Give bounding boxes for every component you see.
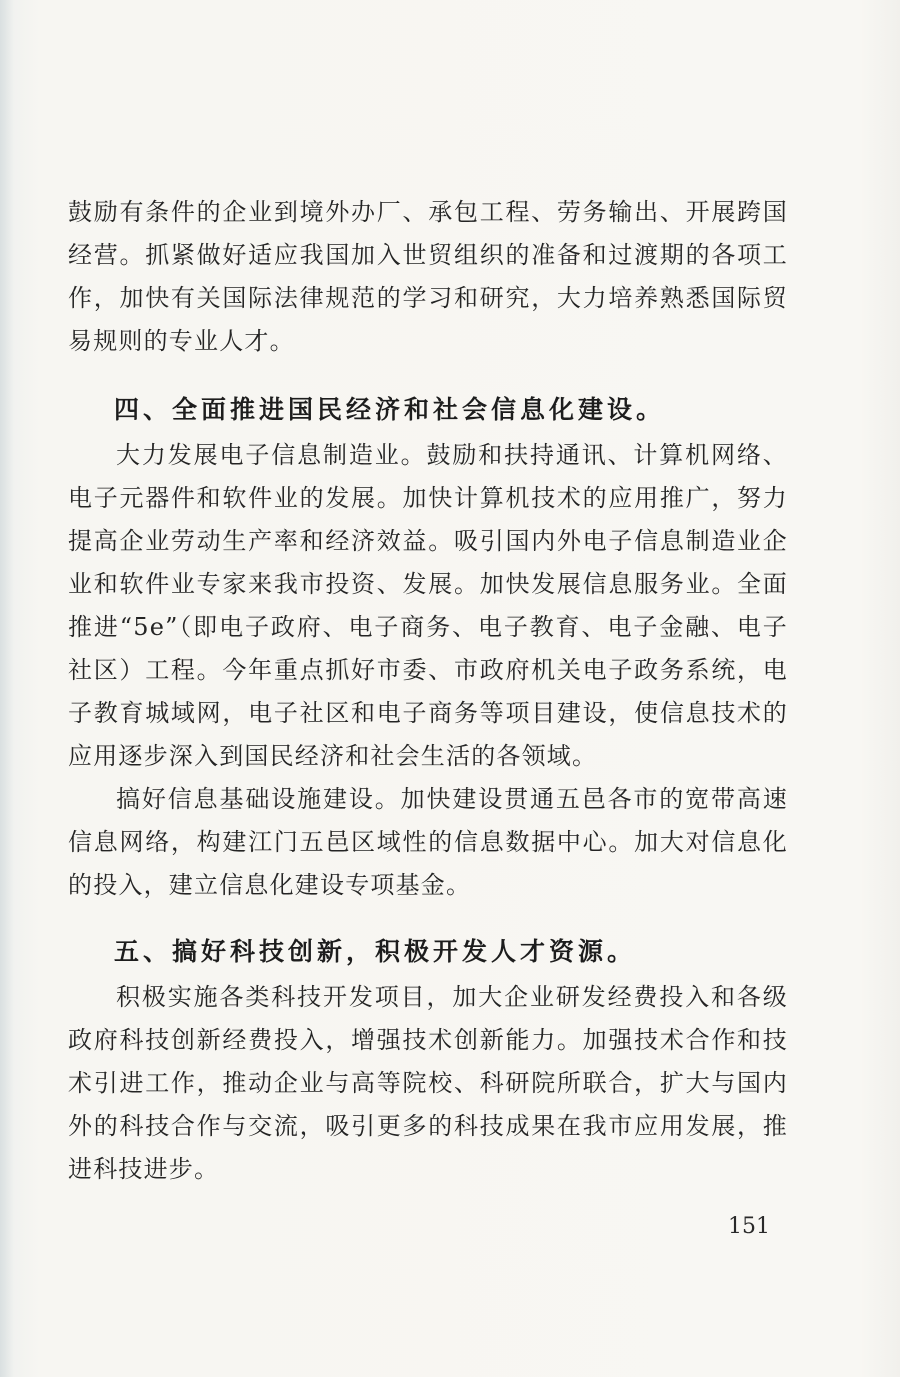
section-heading-5: 五、搞好科技创新，积极开发人才资源。 xyxy=(114,937,637,966)
page-number: 151 xyxy=(728,1214,770,1239)
section-4-paragraph-2: 搞好信息基础设施建设。加快建设贯通五邑各市的宽带高速信息网络，构建江门五邑区域性的信息数据中心。加大对信息化的投入，建立信息化建设专项基金。 xyxy=(68,785,788,899)
page-edge-shadow xyxy=(0,0,14,1377)
section-heading-4: 四、全面推进国民经济和社会信息化建设。 xyxy=(114,395,666,424)
continued-paragraph-block xyxy=(68,191,788,363)
section-5-paragraph-1: 积极实施各类科技开发项目，加大企业研发经费投入和各级政府科技创新经费投入，增强技术创新能力。加强技术合作和技术引进工作，推动企业与高等院校、科研院所联合，扩大与国内外的科技合作与交流，吸引更多的科技成果在我市应用发展，推进科技进步。 xyxy=(68,983,788,1183)
section-5-body xyxy=(68,976,788,1191)
section-4-body xyxy=(68,434,788,907)
paragraph-continued: 鼓励有条件的企业到境外办厂、承包工程、劳务输出、开展跨国经营。抓紧做好适应我国加入世贸组织的准备和过渡期的各项工作，加快有关国际法律规范的学习和研究，大力培养熟悉国际贸易规则的专业人才。 xyxy=(68,198,788,355)
section-4-paragraph-1: 大力发展电子信息制造业。鼓励和扶持通讯、计算机网络、电子元器件和软件业的发展。加快计算机技术的应用推广，努力提高企业劳动生产率和经济效益。吸引国内外电子信息制造业企业和软件业专家来我市投资、发展。加快发展信息服务业。全面推进“5e”（即电子政府、电子商务、电子教育、电子金融、电子社区）工程。今年重点抓好市委、市政府机关电子政务系统，电子教育城域网，电子社区和电子商务等项目建设，使信息技术的应用逐步深入到国民经济和社会生活的各领域。 xyxy=(68,441,788,770)
